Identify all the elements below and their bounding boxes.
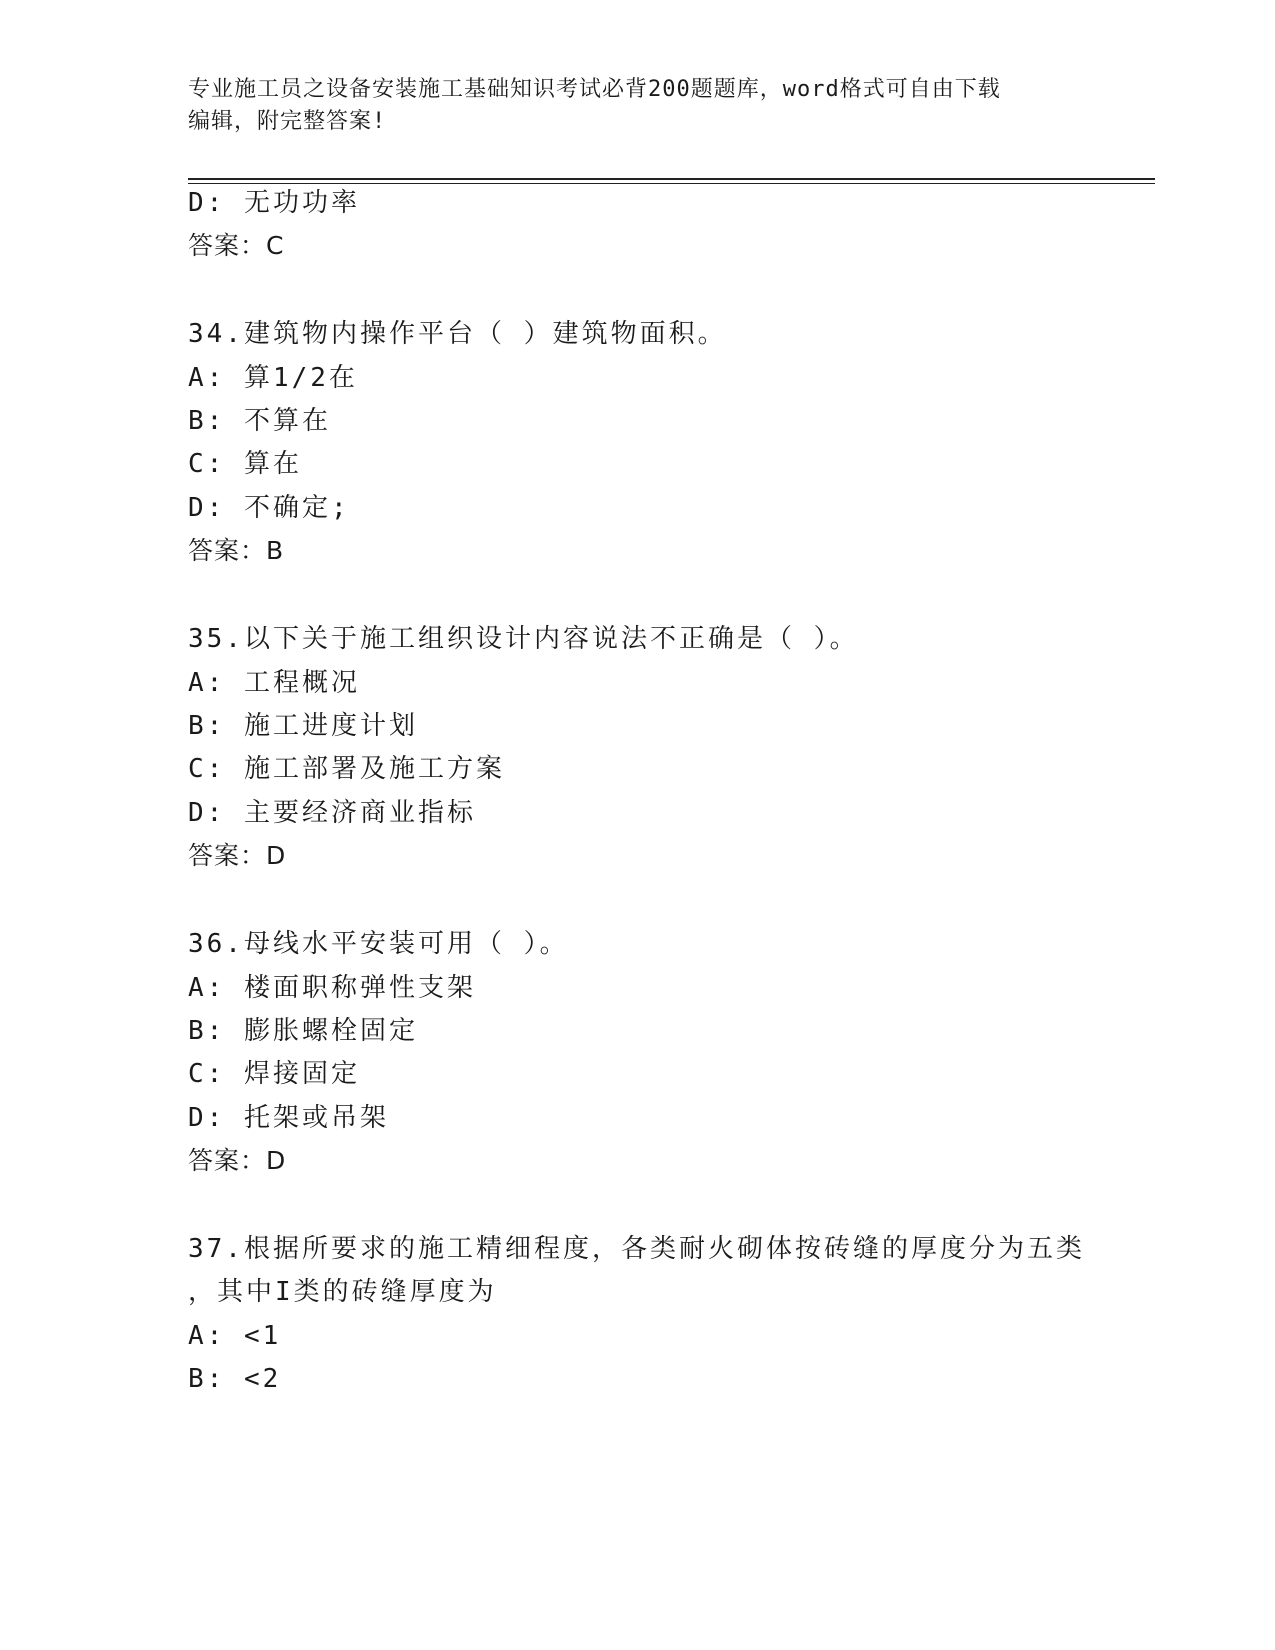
q37-option-a: A: <1 [188, 1321, 282, 1351]
q35-answer: 答案：D [188, 841, 287, 870]
q35-option-d: D: 主要经济商业指标 [188, 798, 476, 828]
q36-option-a: A: 楼面职称弹性支架 [188, 973, 476, 1003]
header-divider-thin [188, 183, 1155, 184]
q34-option-d: D: 不确定; [188, 493, 350, 523]
q35-option-c: C: 施工部署及施工方案 [188, 754, 505, 784]
q34-answer: 答案：B [188, 536, 285, 565]
q34-question: 34.建筑物内操作平台（ ）建筑物面积。 [188, 319, 727, 349]
q36-option-b: B: 膨胀螺栓固定 [188, 1016, 418, 1046]
q35-option-b: B: 施工进度计划 [188, 711, 418, 741]
q37-option-b: B: <2 [188, 1364, 282, 1394]
q35-question: 35.以下关于施工组织设计内容说法不正确是（ ）。 [188, 624, 859, 654]
q33-answer: 答案：C [188, 231, 285, 260]
q36-option-c: C: 焊接固定 [188, 1059, 360, 1089]
q34-option-a: A: 算1/2在 [188, 363, 358, 393]
document-header [188, 74, 1088, 138]
header-title-line-1: 专业施工员之设备安装施工基础知识考试必背200题题库，word格式可自由下载 [188, 77, 1001, 102]
q36-option-d: D: 托架或吊架 [188, 1103, 389, 1133]
q33-option-d: D: 无功功率 [188, 188, 360, 218]
q36-question: 36.母线水平安装可用（ ）。 [188, 929, 569, 959]
q37-question-line-2: ，其中I类的砖缝厚度为 [188, 1277, 497, 1307]
q34-option-b: B: 不算在 [188, 406, 331, 436]
header-divider-thick [188, 178, 1155, 180]
q37-question-line-1: 37.根据所要求的施工精细程度，各类耐火砌体按砖缝的厚度分为五类 [188, 1234, 1085, 1264]
q35-option-a: A: 工程概况 [188, 668, 360, 698]
header-title-line-2: 编辑，附完整答案! [188, 109, 387, 134]
q34-option-c: C: 算在 [188, 449, 302, 479]
q36-answer: 答案：D [188, 1146, 287, 1175]
